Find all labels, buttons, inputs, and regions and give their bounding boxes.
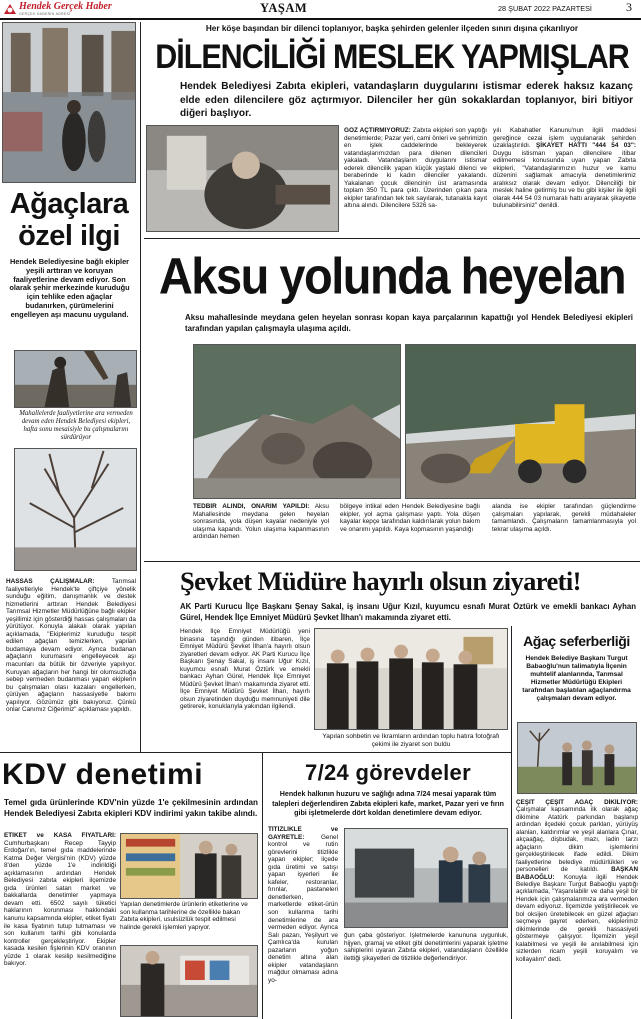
vat-body: ETİKET ve KASA FİYATLARI: Cumhurbaşkanı Recep Tayyip Erdoğan'ın, temel gıda maddelerinde Katma Değer Vergisi'nin (KDV) yüzde 8'den yüzde 1'e indirildiği açıklamasının ardından Hendek Belediyesi zabıta ekipleri ilçemizde gıda ürünleri satan market ve bakkallarda denetimler yapmaya devam etti. 6502 sayılı tüketici haklarının korunması hakkındaki kanunu kapsamında ekipler, etiket fiyatı ile kasa fiyatının tutup tutmaması ve son kullanım tarihi gibi konularda kontroller gerçekleştiriyor. Ekipler kasada kesilen fişlerinin KDV oranının yüzde 1 olarak kesilip kesilmediğine bakıyor. — [4, 832, 116, 968]
beggars-col1: GÖZ AÇTIRMIYORUZ: Zabıta ekipleri son yaptığı denetimlerde; Pazar yeri, cami önleri ve şehrimizin en işlek caddelerinde bekleyerek vatandaşlarımızdan para dilenen dilencileri yakaladı. Vatandaşların duygularını istismar ederek dilencilik yapan küçük yaştaki dilenci ve beraberinde ki kadın dilenciler yakalandı. Yakalanan çocuk dilencinin üst aramasında toplam 350 TL para çıktı. Üzerinden çıkan para ekipler tarafından tek tek sayılarak, tutanakla kayıt altına alındı. Dilencilere 5326 sa- — [344, 127, 487, 210]
landslide-photo-2 — [405, 344, 636, 499]
landslide-lead: Aksu mahallesinde meydana gelen heyelan sonrası kopan kaya parçalarının kapattığı yol Hendek Belediyesi ekipleri tarafından yapılan çalışmayla ulaşıma açıldı. — [185, 313, 633, 333]
visit-headline: Şevket Müdüre hayırlı olsun ziyareti! — [180, 566, 581, 596]
visit-lead: AK Parti Kurucu İlçe Başkanı Şenay Sakal, iş insanı Uğur Kızıl, kuyumcu esnafı Murat Öztürk ve emekli bankacı Ayhan Gürel, Hendek İlçe Emniyet Müdürü Şevket İlhan'ı makamında ziyaret etti. — [180, 602, 636, 622]
issue-date: 28 ŞUBAT 2022 PAZARTESİ — [498, 4, 592, 13]
lower-right-rule — [511, 752, 512, 1019]
landslide-rule — [144, 561, 640, 562]
beggar-photo — [146, 125, 339, 232]
visit-right-rule — [511, 626, 512, 752]
trees-lead: Hendek Belediyesine bağlı ekipler yeşili arttıran ve koruyan faaliyetlerine devam ediyor. Son olarak şehir merkezinde kuruduğu için tehlike eden ağaçlar budanırken, çürümelerini engelleyen aşı macunu uyguland. — [9, 258, 130, 319]
trees-body: HASSAS ÇALIŞMALAR: Tarımsal faaliyetleriyle Hendek'te çiftçiye yönelik sunduğu eğitim, danışmanlık ve destek hizmetlerini arttıran Hendek Belediyesi Tarımsal Hizmetler Müdürlüğüne bağlı ekipler yeşillimiz için gösterdiği hassas çalışmaları da yürütüyor. Konuyla alakalı olarak yapılan açıklamada, "Ekiplerimiz kuruduğu tespit edilen ağaçları temizlerken, yapılan budamaya devam ediyor. Ayrıca budanan ağaçların kurumasını engelleyecek aşı macunları da bütük bir özveriyle yapılıyor. Kuruyan ağaçların her hangi bir olumsuzluğa sebep vermeden budanması yapan ekiplerin bu çalışmaları olası kazaları engellerken, çürüyen ağaçların hassasiyetle bakımı yapılıyor. Gözümüz gibi bakıyoruz. Çünkü onlar Canımız Ciğerimiz" açıklaması yapıldı. — [6, 578, 136, 714]
masthead — [0, 0, 641, 20]
beggars-headline: DİLENCİLİĞİ MESLEK YAPMIŞLAR — [155, 37, 629, 77]
vat-headline: KDV denetimi — [2, 758, 204, 791]
vat-photo-caption: Yapılan denetimlerde ürünlerin etiketlerine ve son kullanma tarihlerine de özellikle bakan Zabıta ekipleri, usulsüzlük tespit edilmesi halinde gerekli işlemleri yapıyor. — [120, 901, 248, 932]
h24-lead: Hendek halkının huzuru ve sağlığı adına 7/24 mesai yaparak tüm talepleri değerlendiren Zabıta ekipleri kafe, market, Pazar yeri ve fırın gibi işletmelerde dört koldan denetimlere devam ediyor. — [272, 790, 504, 818]
visit-group-photo — [314, 628, 508, 730]
vat-inspection-photo-2 — [120, 945, 258, 1017]
vat-lead: Temel gıda ürünlerinde KDV'nin yüzde 1'e çekilmesinin ardından Hendek Belediyesi Zabıta ekipleri KDV indirimi yakın takibe alındı. — [4, 798, 258, 818]
h24-inspection-photo — [344, 828, 508, 928]
beggars-col2: yılı Kabahatler Kanunu'nun ilgili maddesi gereğince cezai işlem uygulanarak şehirden uzaklaştırıldı. ŞİKAYET HATTI "444 54 03": Duygu istismarı yapan dilencilere itibar edilmemesi konusunda uyarı yapan Zabıta ekipleri, "Vatandaşlarımızın huzur ve kamu düzenini sağlamak amacıyla denetimlerimiz aralıksız olarak devam ediyor. Dilenciliği bir meslek haline getirmiş bu ve bu gibi kişiler ile ilgili olarak 444 54 03 numaralı hattı arayarak şikayette bulunabilirsiniz" denildi. — [493, 127, 636, 210]
landslide-col2: bölgeye intikal eden Hendek Belediyesine bağlı ekipler, yol açma çalışması yaptı. Yola düşen kayalar kepçe tarafından kaldırılarak yolun bakım ve onarımı yapıldı. Kaya kopmasının yaşandığı — [340, 503, 480, 533]
landslide-photo-1 — [193, 344, 401, 499]
planting-body: ÇEŞİT ÇEŞİT AĞAÇ DİKİLİYOR: Çalışmalar kapsamında ilk olarak ağaç dikimine Atatürk parkından başlanıp ardından ilçedeki çocuk parkları, yürüyüş alanları, kaldırımlar ve yeşil alanlara Çınar, akçaağaç, dişbudak, mazı, ladin tarzı ağaçların dikim işlemlerini gerçekleştirilecek ifade edildi. Dikim faaliyetlerine belediye müdürlükleri ve personelleri de katıldı. BAŞKAN BABAOĞLU: Konuyla ilgili Hendek Belediye Başkanı Turgut Babaoğlu yaptığı açıklamada, "Yaşanılabilir ve daha yeşil bir Hendek için çalışmalarımıza ara vermeden devam ediyoruz. İlçemizde yetiştirilecek ve bol oksijen üretebilecek en güzel ağaçları seçmeye gayret ederken, ekiplerimiz dikimlerinde de gerekli hassasiyeti göstermeye çalışıyor. İlçemizin yeşil kalabilmesi ve yeşili ile anılabilmesi için sizlerden ricam yeşili koruyalım ve kollayalım" dedi. — [516, 799, 638, 963]
landslide-col3: alanda ise ekipler tarafından güçlendirme çalışmaları yapılarak, gerekli müdahaleler tamamlandı. Çalışmaların tamamlanmasıyla yol tekrar ulaşıma açıldı. — [492, 503, 636, 533]
beggars-kicker: Her köşe başından bir dilenci toplanıyor, başka şehirden gelenler ilçeden sınırı dışına çıkarılıyor — [205, 24, 579, 33]
masthead-rule — [0, 18, 641, 20]
h24-col1: TİTİZLİKLE ve GAYRETLE: Genel kontrol ve rutin görevlerini titizlikle yapan ekipler; ilçede gıda üretimi ve satışı yapan işyerleri ile kafeler, restoranlar, fırınlar, pastaneleri denetlerken, marketlerde etiket-ürün son kullanma tarihi denetimlerine de ara vermeden ediyor. Ayrıca Salı pazarı, Yeşilyurt ve Çamlıca'da kurulan pazarların yoğun denetim altına alan ekipler vatandaşların mağdur olmaması adına yo- — [268, 826, 338, 984]
beggars-lead: Hendek Belediyesi Zabıta ekipleri, vatandaşların duygularını istismar ederek haksız kazanç elde eden dilencilere göz açtırmıyor. Dilenciler her gün sokaklardan toplanıyor, biri bitiyor diğeri başlıyor. — [180, 81, 633, 119]
section-name: YAŞAM — [260, 1, 308, 15]
logo-mark-icon — [2, 2, 18, 16]
middle-rule — [0, 752, 512, 753]
planting-headline: Ağaç seferberliği — [523, 633, 630, 649]
street-photo — [2, 22, 136, 183]
beggars-rule — [144, 238, 640, 239]
landslide-headline: Aksu yolunda heyelan — [158, 248, 626, 305]
planting-lead: Hendek Belediye Başkanı Turgut Babaoğlu'nun talimatıyla İlçenin muhtelif alanlarında, Tarımsal Hizmetler Müdürlüğü Ekipleri tarafından başlatılan ağaçlandırma çalışmaları devam ediyor. — [522, 655, 631, 702]
visit-body: Hendek İlçe Emniyet Müdürlüğü yeni binasına taşındığı günden itibaren, İlçe Emniyet Müdürü Şevket İlhan'a hayırlı olsun ziyaretleri devam ediyor. AK Parti Kurucu İlçe Başkanı Şenay Sakal, iş insanı Uğur Kızıl, kuyumcu esnafı Murat Öztürk ve emekli bankacı Ayhan Gürel, Hendek İlçe Emniyet Müdürü Şevket İlhan'ı makamında ziyaret etti. İlçe Emniyet Müdürü Şevket İlhan, hayırlı olsun ziyaretinden duyduğu memnuniyeti dile getirerek, konuklarıyla yakından ilgilendi. — [180, 628, 310, 711]
left-column-rule — [140, 22, 141, 752]
logo-tagline: GERÇEK HABERİN ADRESİ — [19, 12, 71, 16]
trees-photo-caption: Mahallelerde faaliyetlerine ara vermeden devam eden Hendek Belediyesi ekipleri, hafta sonu mesaisiyle bu çalışmalarını sürdürüyor — [19, 410, 133, 441]
visit-photo-caption: Yapılan sohbetin ve İkramların ardından toplu hatıra fotoğrafı çekimi ile ziyaret son buldu — [322, 733, 500, 748]
landslide-col1: TEDBİR ALINDI, ONARIM YAPILDI: Aksu Mahallesinde meydana gelen heyelan sonrasında, yola düşen kayalar nedeniyle yol ulaşıma kapandı. Yolun ulaşıma kapanmasının ardından hemen — [193, 503, 329, 541]
page-number: 3 — [626, 0, 632, 14]
h24-headline: 7/24 görevdeler — [305, 760, 471, 785]
h24-col2: ğun çaba gösteriyor. İşletmelerde kanununa uygunluk, hijyen, gramaj ve etiket gibi denetimlerini yaparak işletme sahiplerini uyaran Zabıta ekipleri, vatandaşların özellikle ilettiği şikayetleri de titizlikle değerlendiriyor. — [344, 932, 508, 962]
logo-text: Hendek Gerçek Haber — [19, 1, 112, 12]
newspaper-logo — [2, 1, 152, 17]
vat-inspection-photo-1 — [120, 833, 258, 899]
trees-headline: Ağaçlara özel ilgi — [9, 188, 129, 252]
planting-photo — [517, 722, 637, 794]
tree-pruning-photo-2 — [14, 448, 137, 571]
vat-right-rule — [262, 752, 263, 1019]
tree-pruning-photo-1 — [14, 350, 137, 408]
